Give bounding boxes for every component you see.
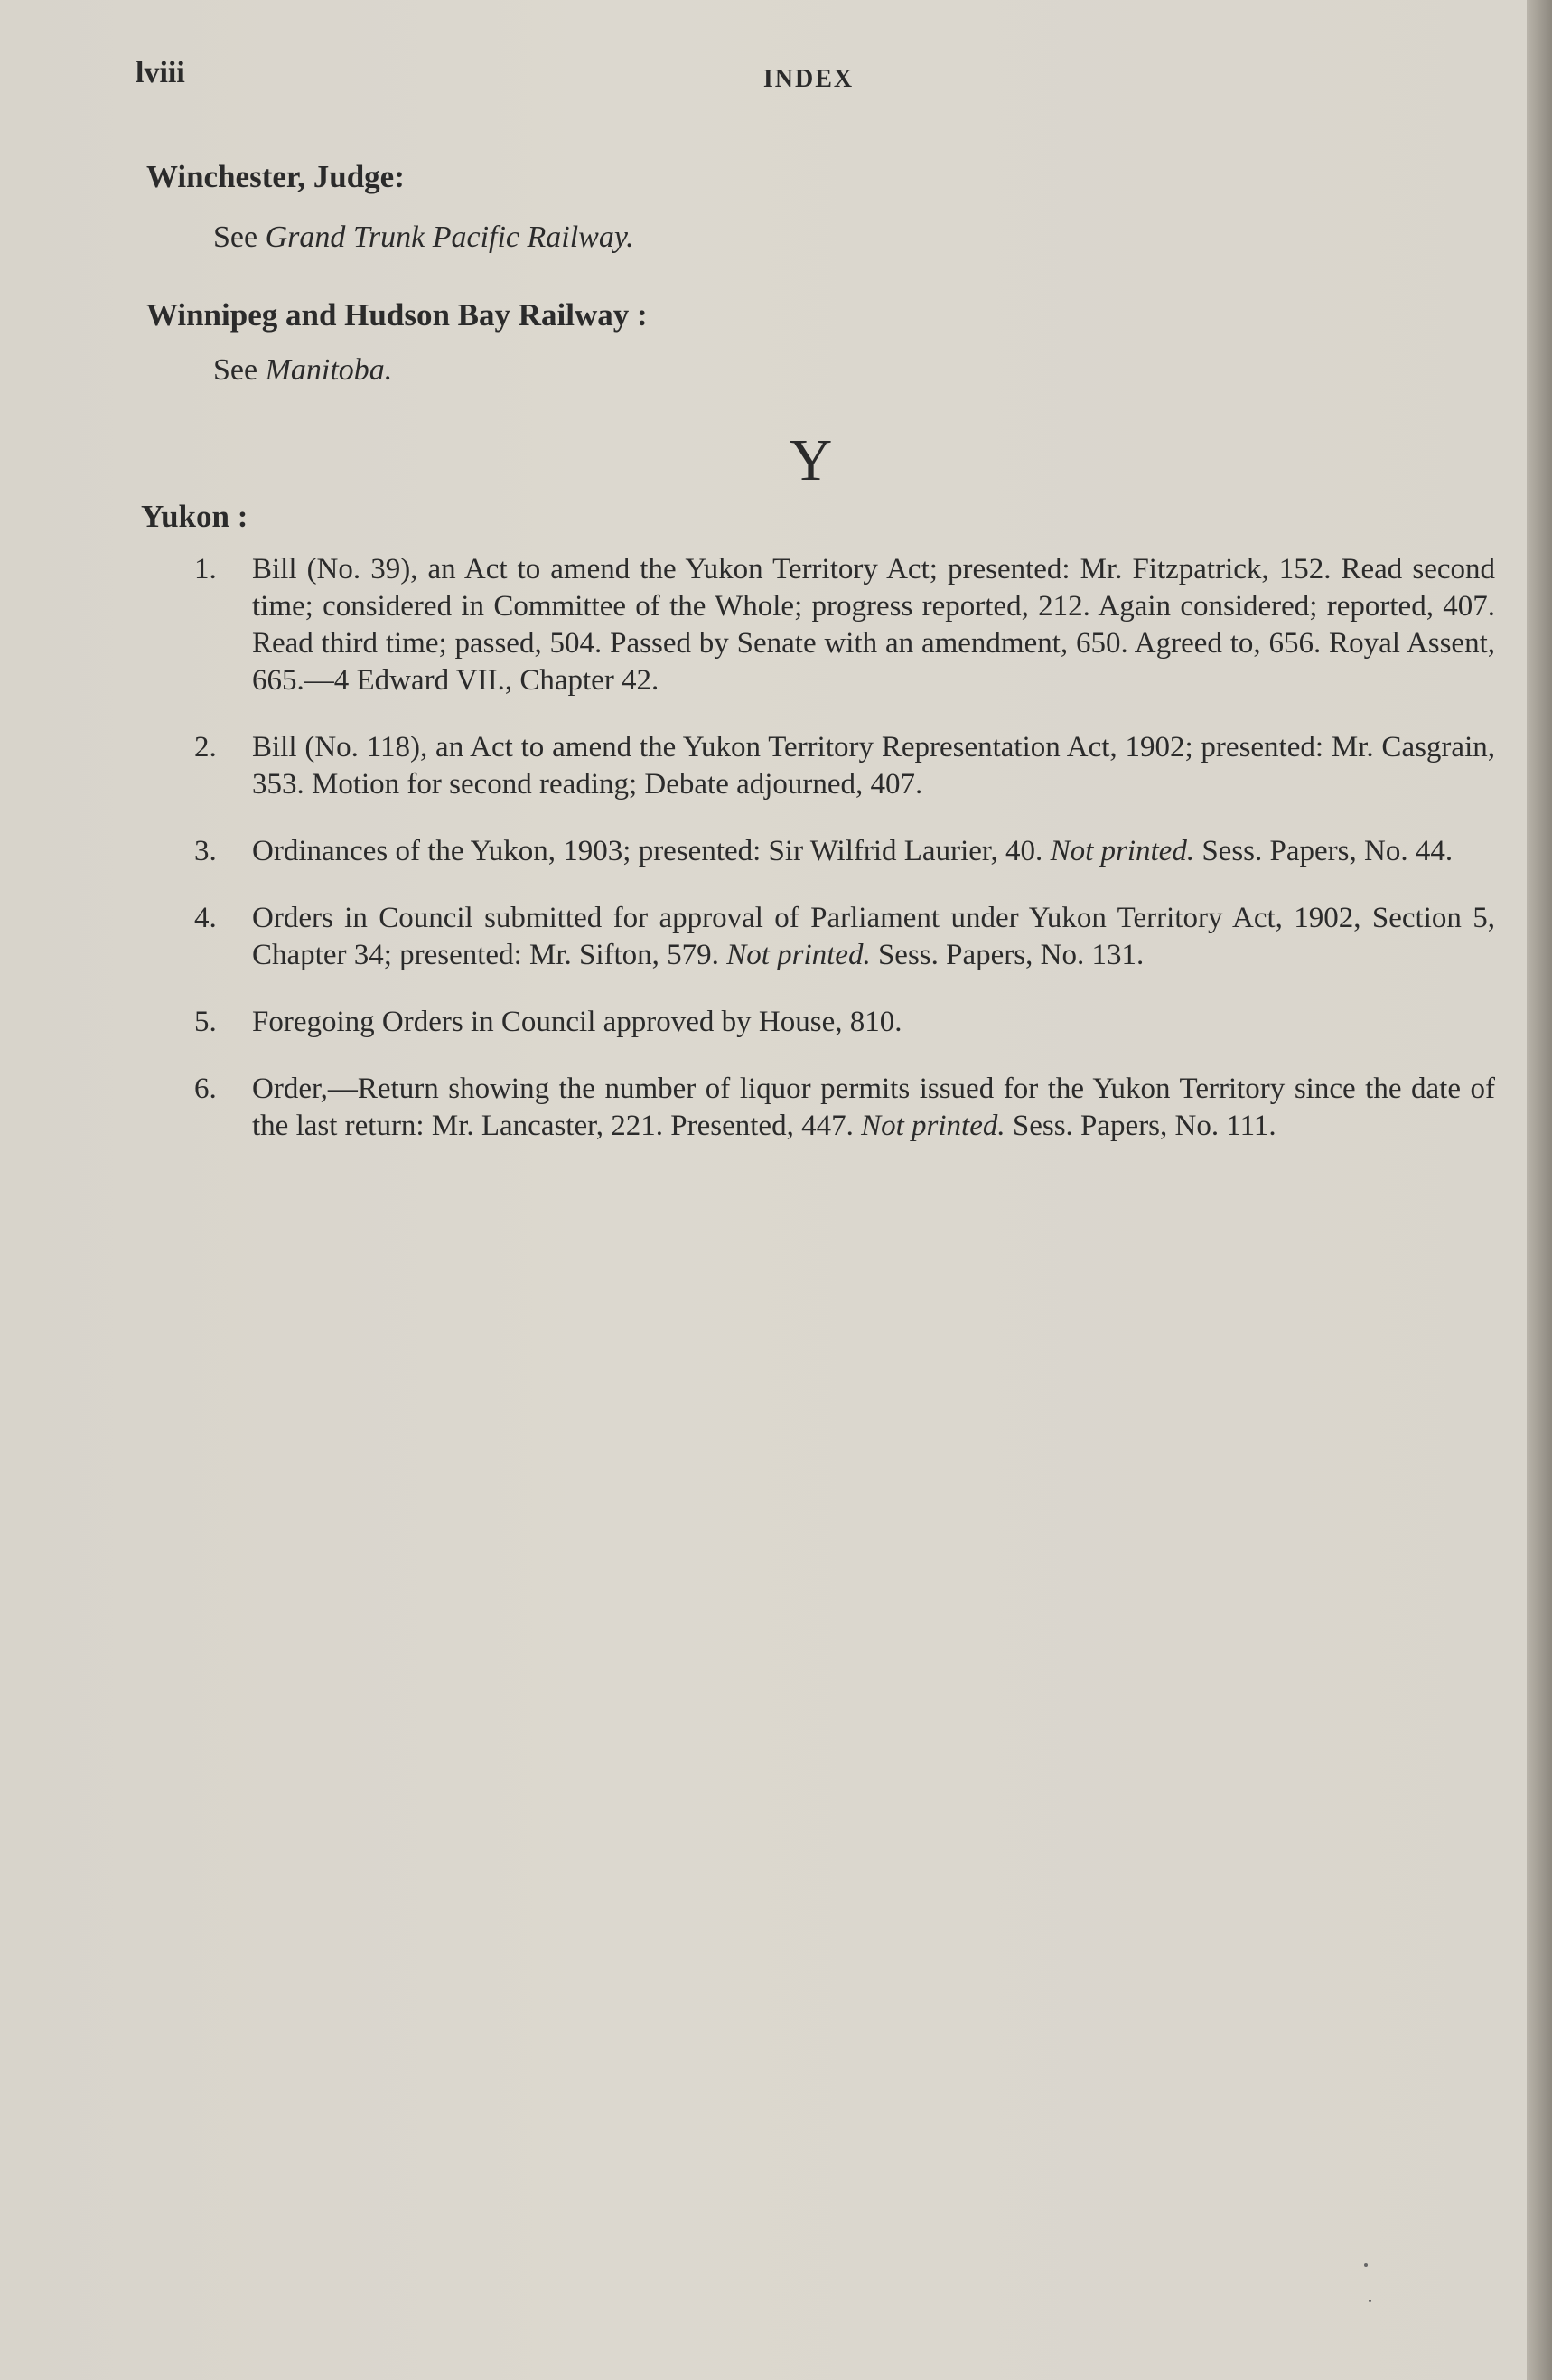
item-body: Bill (No. 118), an Act to amend the Yukon Territory Representation Act, 1902; presented: Mr. Casgrain, 353. Motion for second reading; Debate adjourned, 407. xyxy=(252,731,1495,801)
list-item xyxy=(194,551,1495,699)
item-text xyxy=(252,1004,1495,1041)
item-body: Ordinances of the Yukon, 1903; presented: Sir Wilfrid Laurier, 40. xyxy=(252,835,1043,867)
see-reference-winnipeg xyxy=(213,353,392,388)
see-target: Grand Trunk Pacific Railway. xyxy=(265,220,634,254)
item-number: 3. xyxy=(194,835,217,867)
page-number: lviii xyxy=(136,56,185,89)
item-body: Foregoing Orders in Council approved by House, 810. xyxy=(252,1006,902,1038)
not-printed-note: Not printed. xyxy=(861,1110,1005,1142)
item-body: Orders in Council submitted for approval of Parliament under Yukon Territory Act, 1902, Section 5, Chapter 34; presented: Mr. Sifton, 579. xyxy=(252,902,1495,971)
item-number: 5. xyxy=(194,1006,217,1038)
item-number: 4. xyxy=(194,902,217,934)
item-body: Bill (No. 39), an Act to amend the Yukon Territory Act; presented: Mr. Fitzpatrick, 152. Read second time; considered in Committee of the Whole; progress reported, 212. Again considered; reported, 407. Read third time; passed, 504. Passed by Senate with an amendment, 650. Agreed to, 656. Royal Assent, 665.—4 Edward VII., Chapter 42. xyxy=(252,553,1495,697)
list-item xyxy=(194,1004,1495,1041)
item-number: 2. xyxy=(194,731,217,764)
list-item xyxy=(194,729,1495,803)
see-prefix: See xyxy=(213,220,258,254)
sessional-paper-ref: Sess. Papers, No. 131. xyxy=(877,939,1145,971)
page-binding-edge xyxy=(1527,0,1552,2380)
item-text xyxy=(252,729,1495,803)
see-reference-winchester xyxy=(213,220,634,255)
index-heading-yukon: Yukon : xyxy=(141,499,248,534)
list-item xyxy=(194,900,1495,974)
list-item xyxy=(194,1071,1495,1145)
sessional-paper-ref: Sess. Papers, No. 44. xyxy=(1201,835,1454,867)
see-prefix: See xyxy=(213,353,258,387)
index-heading-winchester: Winchester, Judge: xyxy=(146,159,405,194)
sessional-paper-ref: Sess. Papers, No. 111. xyxy=(1012,1110,1276,1142)
yukon-item-list xyxy=(194,551,1495,1175)
item-number: 1. xyxy=(194,553,217,586)
item-text xyxy=(252,900,1495,974)
item-body: Order,—Return showing the number of liquor permits issued for the Yukon Territory since the date of the last return: Mr. Lancaster, 221. Presented, 447. xyxy=(252,1073,1495,1142)
not-printed-note: Not printed. xyxy=(726,939,871,971)
not-printed-note: Not printed. xyxy=(1050,835,1195,867)
index-heading-winnipeg: Winnipeg and Hudson Bay Railway : xyxy=(146,297,648,333)
section-letter: Y xyxy=(789,427,833,493)
paper-speck xyxy=(1364,2263,1368,2267)
list-item xyxy=(194,833,1495,870)
paper-speck xyxy=(1369,2300,1371,2302)
item-text xyxy=(252,1071,1495,1145)
item-number: 6. xyxy=(194,1073,217,1105)
item-text xyxy=(252,551,1495,699)
page-title: INDEX xyxy=(762,65,855,93)
see-target: Manitoba. xyxy=(265,353,393,387)
item-text xyxy=(252,833,1495,870)
